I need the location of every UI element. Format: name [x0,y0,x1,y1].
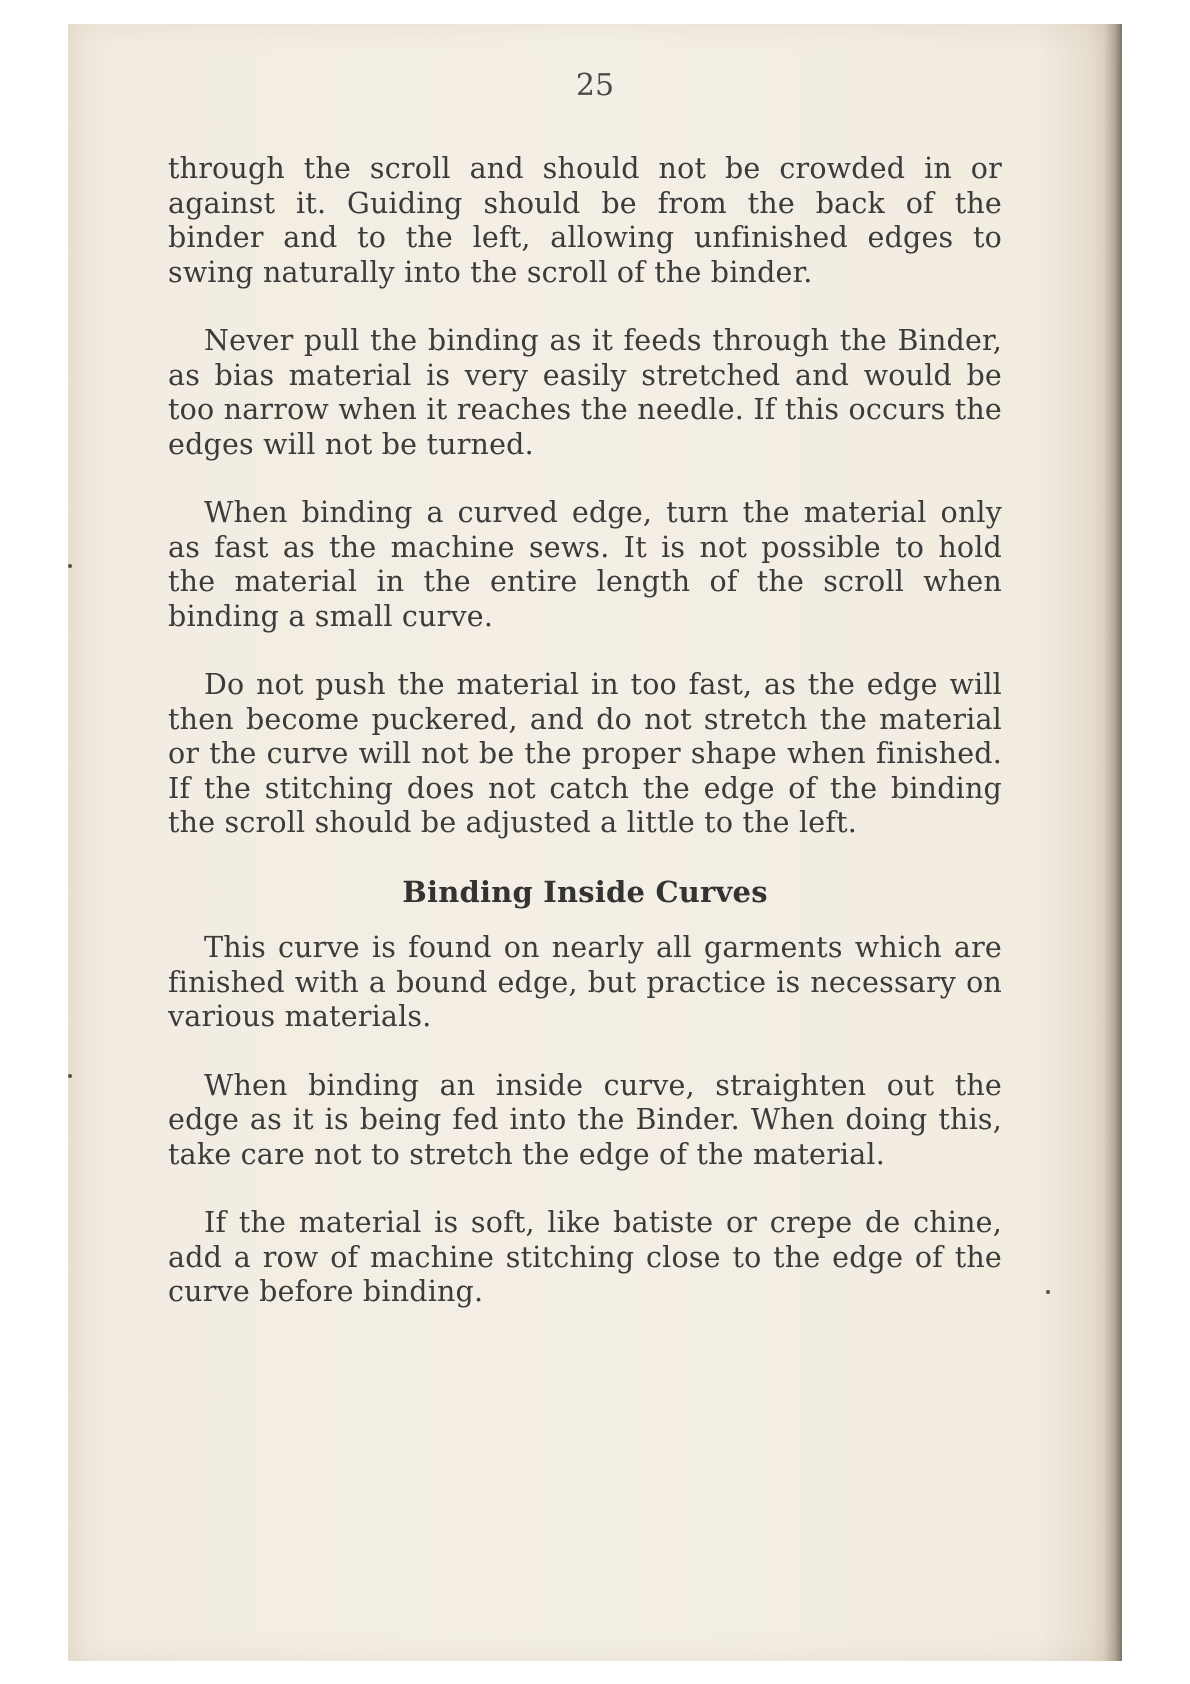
book-page [68,24,1122,1661]
paragraph: Do not push the material in too fast, as the edge will then become puckered, and do not stretch the material or the curve will not be the proper shape when finished. If the stitching does not catch the edge of the binding the scroll should be adjusted a little to the left. [168,668,1002,839]
paragraph: This curve is found on nearly all garments which are finished with a bound edge, but practice is necessary on various materials. [168,931,1002,1033]
page-edge-shadow [1104,24,1122,1661]
paper-speck [68,564,72,568]
page-text [168,152,1002,1344]
page-number: 25 [575,68,615,103]
paragraph: If the material is soft, like batiste or crepe de chine, add a row of machine stitching close to the edge of the curve before binding. [168,1206,1002,1308]
paragraph: Never pull the binding as it feeds through the Binder, as bias material is very easily stretched and would be too narrow when it reaches the needle. If this occurs the edges will not be turned. [168,324,1002,461]
paper-speck [68,1074,72,1078]
section-heading: Binding Inside Curves [402,874,768,909]
paper-speck [1046,1290,1050,1294]
paragraph: When binding a curved edge, turn the material only as fast as the machine sews. It is not possible to hold the material in the entire length of the scroll when binding a small curve. [168,496,1002,633]
paragraph: When binding an inside curve, straighten out the edge as it is being fed into the Binder. When doing this, take care not to stretch the edge of the material. [168,1068,1002,1171]
paragraph: through the scroll and should not be crowded in or against it. Guiding should be from the back of the binder and to the left, allowing unfinished edges to swing naturally into the scroll of the binder. [168,152,1002,289]
